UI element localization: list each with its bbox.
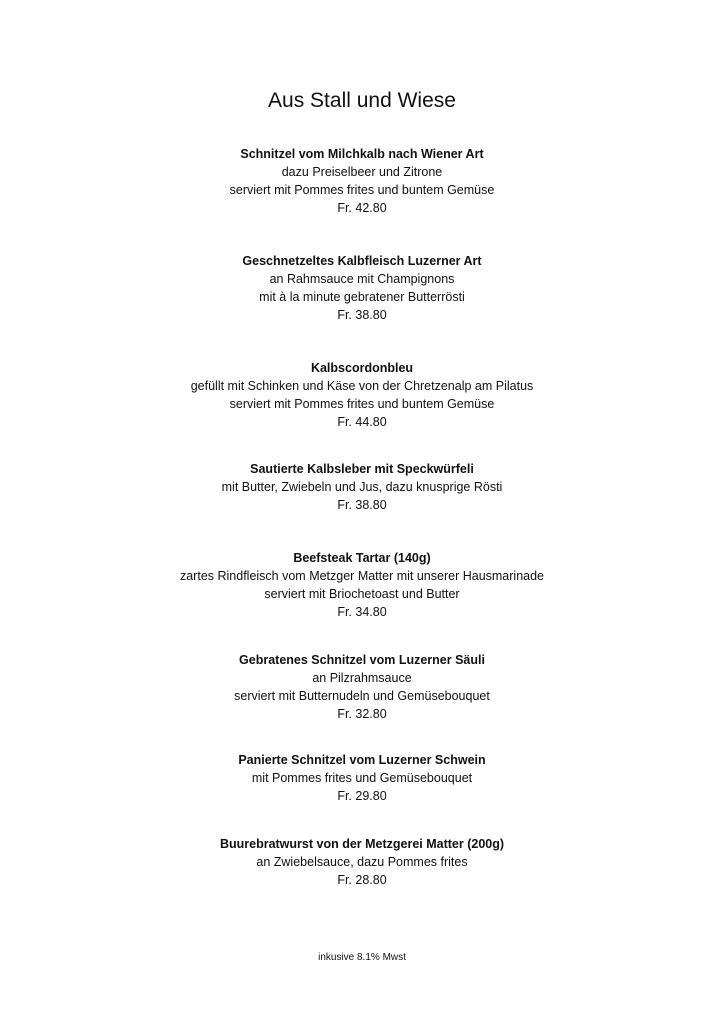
dish-description: serviert mit Briochetoast und Butter: [264, 587, 460, 601]
dish-price: Fr. 28.80: [337, 873, 387, 887]
dish-description: an Zwiebelsauce, dazu Pommes frites: [256, 855, 468, 869]
dish-name: Schnitzel vom Milchkalb nach Wiener Art: [240, 147, 484, 161]
dish-description: gefüllt mit Schinken und Käse von der Chretzenalp am Pilatus: [190, 379, 534, 393]
dish-description: mit Pommes frites und Gemüsebouquet: [251, 771, 473, 785]
dish-price: Fr. 44.80: [337, 415, 387, 429]
dish-description: mit Butter, Zwiebeln und Jus, dazu knusprige Rösti: [221, 480, 503, 494]
dish-description: an Rahmsauce mit Champignons: [269, 272, 455, 286]
vat-note: inkusive 8.1% Mwst: [318, 952, 406, 963]
menu-item: [0, 359, 724, 431]
dish-price: Fr. 38.80: [337, 308, 387, 322]
dish-name: Beefsteak Tartar (140g): [293, 551, 431, 565]
dish-description: dazu Preiselbeer und Zitrone: [281, 165, 443, 179]
dish-name: Geschnetzeltes Kalbfleisch Luzerner Art: [242, 254, 482, 268]
menu-item: [0, 835, 724, 889]
dish-name: Kalbscordonbleu: [310, 361, 414, 375]
menu-item: [0, 145, 724, 217]
menu-item: [0, 252, 724, 324]
dish-description: serviert mit Butternudeln und Gemüsebouquet: [234, 689, 490, 703]
menu-item: [0, 651, 724, 723]
dish-name: Gebratenes Schnitzel vom Luzerner Säuli: [239, 653, 485, 667]
dish-description: zartes Rindfleisch vom Metzger Matter mit unserer Hausmarinade: [179, 569, 545, 583]
dish-name: Sautierte Kalbsleber mit Speckwürfeli: [250, 462, 474, 476]
dish-price: Fr. 42.80: [337, 201, 387, 215]
dish-name: Panierte Schnitzel vom Luzerner Schwein: [238, 753, 486, 767]
dish-price: Fr. 29.80: [337, 789, 387, 803]
menu-item: [0, 549, 724, 621]
menu-item: [0, 460, 724, 514]
dish-price: Fr. 38.80: [337, 498, 387, 512]
dish-price: Fr. 32.80: [337, 707, 387, 721]
page-title: Aus Stall und Wiese: [268, 89, 456, 112]
menu-item: [0, 751, 724, 805]
dish-description: mit à la minute gebratener Butterrösti: [259, 290, 465, 304]
dish-description: serviert mit Pommes frites und buntem Gemüse: [229, 397, 495, 411]
dish-name: Buurebratwurst von der Metzgerei Matter (200g): [219, 837, 505, 851]
dish-description: an Pilzrahmsauce: [312, 671, 412, 685]
dish-description: serviert mit Pommes frites und buntem Gemüse: [229, 183, 495, 197]
dish-price: Fr. 34.80: [337, 605, 387, 619]
